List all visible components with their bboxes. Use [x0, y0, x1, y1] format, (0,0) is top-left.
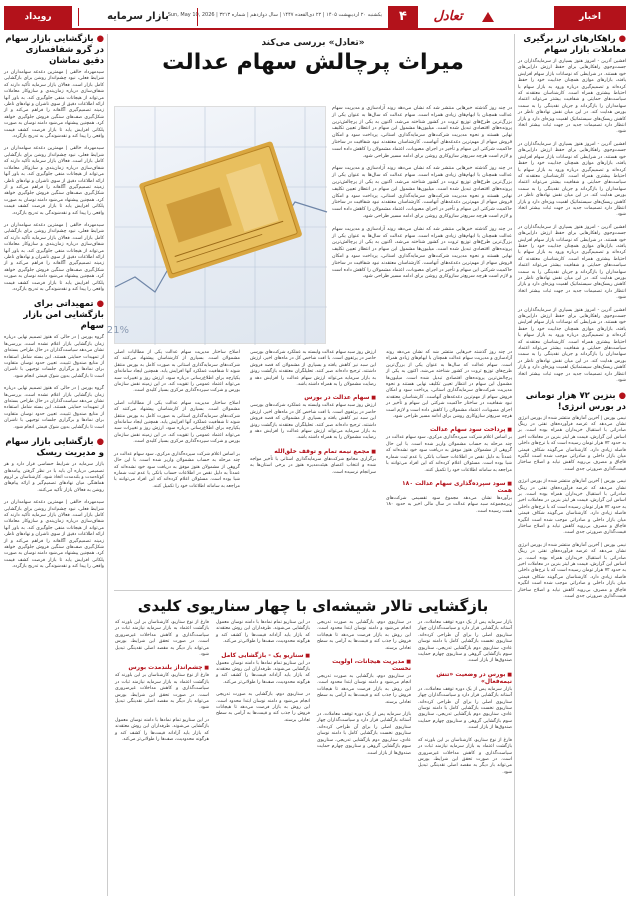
- sidebar-headline: ● بنزین ۷۲ هزار تومانی در بورس انرژی!: [525, 390, 626, 412]
- section-tab-event: رویداد: [4, 6, 72, 28]
- right-column: [514, 34, 626, 896]
- article-column: [317, 620, 411, 763]
- article-paragraph: بازار سرمایه پس از یک دوره توقف معاملات، در آستانه بازگشایی قرار دارد و سیاست‌گذاران چهار سناریوی اصلی را برای آن طراحی کرده‌اند. سناریوی نخست بازگشایی کامل با دامنه نوسان عادی، سناریوی دوم بازگشایی تدریجی، سناریوی سوم بازگشایی گروهی و سناریوی چهارم حمایت صندوق‌ها از بازار است.: [418, 620, 512, 664]
- article-paragraph: بازار سرمایه پس از یک دوره توقف معاملات، در آستانه بازگشایی قرار دارد و سیاست‌گذاران چهار سناریوی اصلی را برای آن طراحی کرده‌اند. سناریوی نخست بازگشایی کامل با دامنه نوسان عادی، سناریوی دوم بازگشایی تدریجی، سناریوی سوم بازگشایی گروهی و سناریوی چهارم حمایت صندوق‌ها از بازار است.: [317, 712, 411, 756]
- sidebar-article: گروه بورس | در حالی که هنوز تصمیم نهایی درباره زمان بازگشایی بازار اعلام نشده است، بررسی‌ها نشان می‌دهد سیاست‌گذاران در حال طراحی بسته‌ای از تمهیدات حمایتی هستند. این بسته شامل استفاده از منابع صندوق تثبیت، تعیین حدود نوسان متفاوت برای نمادها و برگزاری جلسات توجیهی با ناشران است تا بازگشایی بدون شوک قیمتی انجام شود.: [4, 335, 104, 379]
- article-column: [216, 620, 310, 730]
- article-paragraph: در چند روز گذشته خبرهایی منتشر شد که نشان می‌دهد روند آزادسازی و مدیریت سهام عدالت همچنان با ابهام‌های زیادی همراه است. سهام عدالت که سال‌ها به عنوان یکی از بزرگ‌ترین طرح‌های توزیع ثروت در کشور شناخته می‌شد، اکنون به یکی از پرچالش‌ترین پرونده‌های اقتصادی تبدیل شده است. میلیون‌ها مشمول این سهام در انتظار تعیین تکلیف نهایی هستند و نحوه مدیریت شرکت‌های سرمایه‌گذاری استانی، پرداخت سود و امکان فروش سهام از مهم‌ترین دغدغه‌های آنهاست. کارشناسان معتقدند نبود شفافیت در ساختار حاکمیت شرکتی این سهام و تأخیر در اجرای مصوبات، اعتماد مشمولان را کاهش داده است و لازم است هرچه سریع‌تر سازوکاری روشن برای ادامه مسیر طراحی شود.: [386, 350, 512, 420]
- sidebar-headline: ● تمهیداتی برای بازگشایی امن بازار سهام: [23, 299, 104, 332]
- lead-paragraph: در چند روز گذشته خبرهایی منتشر شد که نشان می‌دهد روند آزادسازی و مدیریت سهام عدالت همچنان با ابهام‌های زیادی همراه است. سهام عدالت که سال‌ها به عنوان یکی از بزرگ‌ترین طرح‌های توزیع ثروت در کشور شناخته می‌شد، اکنون به یکی از پرچالش‌ترین پرونده‌های اقتصادی تبدیل شده است. میلیون‌ها مشمول این سهام در انتظار تعیین تکلیف نهایی هستند و نحوه مدیریت شرکت‌های سرمایه‌گذاری استانی، پرداخت سود و امکان فروش سهام از مهم‌ترین دغدغه‌های آنهاست. کارشناسان معتقدند نبود شفافیت در ساختار حاکمیت شرکتی این سهام و تأخیر در اجرای مصوبات، اعتماد مشمولان را کاهش داده است و لازم است هرچه سریع‌تر سازوکاری روشن برای ادامه مسیر طراحی شود.: [332, 166, 512, 219]
- left-column: [4, 34, 108, 896]
- article-paragraph: فارغ از نوع سناریو، کارشناسان بر این باورند که بازگشت اعتماد به بازار سرمایه نیازمند ثبات در سیاست‌گذاری و کاهش مداخلات غیرضروری است. در صورت تحقق این شرایط، بورس می‌تواند بار دیگر به مقصد اصلی نقدینگی تبدیل شود.: [115, 673, 209, 711]
- sidebar-article: سیدمهرداد خالقی | مهمترین دغدغه سهامداران در شرایط فعلی، نبود چشم‌انداز روشن برای بازگشایی کامل بازار است. فعالان بازار سرمایه تأکید دارند که شفاف‌سازی درباره زمان‌بندی و سازوکار معاملات می‌تواند از هیجانات منفی جلوگیری کند. به باور آنها ارائه اطلاعات دقیق از سوی ناشران و نهادهای ناظر، زمینه تصمیم‌گیری آگاهانه را فراهم می‌کند و از شکل‌گیری صف‌های سنگین فروش جلوگیری خواهد کرد. همچنین پیشنهاد می‌شود دامنه نوسان به صورت پلکانی افزایش یابد تا بازار فرصت کشف قیمت واقعی را پیدا کند و نقدشوندگی به تدریج بازگردد.: [4, 222, 104, 292]
- article-paragraph: فارغ از نوع سناریو، کارشناسان بر این باورند که بازگشت اعتماد به بازار سرمایه نیازمند ثبات در سیاست‌گذاری و کاهش مداخلات غیرضروری است. در صورت تحقق این شرایط، بورس می‌تواند بار دیگر به مقصد اصلی نقدینگی تبدیل شود.: [418, 737, 512, 775]
- sidebar-article: افشین آذرین - امروز هنوز بسیاری از سرمایه‌گذاران در جست‌وجوی راهکارهایی برای حفظ ارزش دارایی‌های خود هستند. در شرایطی که نوسانات بازار سهام افزایش یافته، بازارهای موازی همچنان جذابیت خود را حفظ کرده‌اند و تصمیم‌گیری درباره ورود به بازار سهام با احتیاط بیشتری همراه است. کارشناسان معتقدند که سیاست‌های حمایتی و شفافیت بیشتر می‌تواند اعتماد سهامداران را بازگرداند و جریان نقدینگی را به سمت بورس هدایت کند. در این میان نقش نهادهای ناظر در کاهش ریسک‌های سیستماتیک اهمیت ویژه‌ای دارد و بازار انتظار دارد تصمیمات جدید در جهت ثبات بیشتر اتخاذ شود.: [518, 141, 626, 218]
- svg-text:21%: 21%: [106, 325, 129, 336]
- lead-article: [332, 106, 512, 287]
- subheading: ■ بورس در وضعیت «تنش نیمه‌فعال»: [418, 671, 512, 685]
- kicker: «تعادل» بررسی می‌کند: [261, 38, 365, 48]
- subheading: ■ سود سپرده‌گذاری سهام عدالت ۱۸۰ همت: [386, 480, 512, 494]
- subheading: ■ پرداخت سود سهام عدالت: [386, 426, 512, 433]
- subheading: ■ سهام عدالت در بورس: [250, 394, 376, 401]
- article-paragraph: بازار سرمایه پس از یک دوره توقف معاملات، در آستانه بازگشایی قرار دارد و سیاست‌گذاران چهار سناریوی اصلی را برای آن طراحی کرده‌اند. سناریوی نخست بازگشایی کامل با دامنه نوسان عادی، سناریوی دوم بازگشایی تدریجی، سناریوی سوم بازگشایی گروهی و سناریوی چهارم حمایت صندوق‌ها از بازار است.: [418, 686, 512, 731]
- article-paragraph: فارغ از نوع سناریو، کارشناسان بر این باورند که بازگشت اعتماد به بازار سرمایه نیازمند ثبات در سیاست‌گذاری و کاهش مداخلات غیرضروری است. در صورت تحقق این شرایط، بورس می‌تواند بار دیگر به مقصد اصلی نقدینگی تبدیل شود.: [115, 620, 209, 658]
- article-paragraph: اصلاح ساختار مدیریت سهام عدالت یکی از مطالبات اصلی مشمولان است. بسیاری از کارشناسان پیشنهاد می‌کنند که شرکت‌های سرمایه‌گذاری استانی به صورت کامل به بورس منتقل شوند تا شفافیت عملکرد آنها افزایش یابد. همچنین ایجاد سامانه‌ای یکپارچه برای اطلاع‌رسانی درباره سود، ارزش روز و تغییرات سبد می‌تواند اعتماد عمومی را تقویت کند. در این زمینه نقش سازمان بورس و شرکت سپرده‌گذاری مرکزی بسیار کلیدی است.: [114, 400, 240, 445]
- article-column: [386, 350, 512, 521]
- page-header: [4, 6, 626, 30]
- sidebar-article: افشین آذرین - امروز هنوز بسیاری از سرمایه‌گذاران در جست‌وجوی راهکارهایی برای حفظ ارزش دارایی‌های خود هستند. در شرایطی که نوسانات بازار سهام افزایش یافته، بازارهای موازی همچنان جذابیت خود را حفظ کرده‌اند و تصمیم‌گیری درباره ورود به بازار سهام با احتیاط بیشتری همراه است. کارشناسان معتقدند که سیاست‌های حمایتی و شفافیت بیشتر می‌تواند اعتماد سهامداران را بازگرداند و جریان نقدینگی را به سمت بورس هدایت کند. در این میان نقش نهادهای ناظر در کاهش ریسک‌های سیستماتیک اهمیت ویژه‌ای دارد و بازار انتظار دارد تصمیمات جدید در جهت ثبات بیشتر اتخاذ شود.: [518, 59, 626, 135]
- sidebar-article: افشین آذرین - امروز هنوز بسیاری از سرمایه‌گذاران در جست‌وجوی راهکارهایی برای حفظ ارزش دارایی‌های خود هستند. در شرایطی که نوسانات بازار سهام افزایش یافته، بازارهای موازی همچنان جذابیت خود را حفظ کرده‌اند و تصمیم‌گیری درباره ورود به بازار سهام با احتیاط بیشتری همراه است. کارشناسان معتقدند که سیاست‌های حمایتی و شفافیت بیشتر می‌تواند اعتماد سهامداران را بازگرداند و جریان نقدینگی را به سمت بورس هدایت کند. در این میان نقش نهادهای ناظر در کاهش ریسک‌های سیستماتیک اهمیت ویژه‌ای دارد و بازار انتظار دارد تصمیمات جدید در جهت ثبات بیشتر اتخاذ شود.: [518, 224, 626, 301]
- sidebar-article: افشین آذرین - امروز هنوز بسیاری از سرمایه‌گذاران در جست‌وجوی راهکارهایی برای حفظ ارزش دارایی‌های خود هستند. در شرایطی که نوسانات بازار سهام افزایش یافته، بازارهای موازی همچنان جذابیت خود را حفظ کرده‌اند و تصمیم‌گیری درباره ورود به بازار سهام با احتیاط بیشتری همراه است. کارشناسان معتقدند که سیاست‌های حمایتی و شفافیت بیشتر می‌تواند اعتماد سهامداران را بازگرداند و جریان نقدینگی را به سمت بورس هدایت کند. در این میان نقش نهادهای ناظر در کاهش ریسک‌های سیستماتیک اهمیت ویژه‌ای دارد و بازار انتظار دارد تصمیمات جدید در جهت ثبات بیشتر اتخاذ شود.: [518, 307, 626, 384]
- newspaper-logo: تعادل: [433, 9, 463, 24]
- article-paragraph: در این سناریو تمام نمادها با دامنه نوسان معمول بازگشایی می‌شوند. طرفداران این روش معتقدند که بازار باید آزادانه قیمت‌ها را کشف کند و هرگونه محدودیت، صف‌ها را طولانی‌تر می‌کند.: [216, 660, 310, 685]
- subheading: ■ مدیریت هیجانات، اولویت نخست: [317, 658, 411, 672]
- article-columns: [114, 350, 512, 590]
- article-paragraph: در سناریوی دوم، بازگشایی به صورت تدریجی انجام می‌شود و دامنه نوسان ابتدا محدود است. این روش به بازار فرصت می‌دهد تا هیجانات فروش را جذب کند و قیمت‌ها به آرامی به سطح تعادلی برسند.: [317, 674, 411, 705]
- sidebar-article: نیمی بورس | آخرین آمارهای منتشر شده از بورس انرژی نشان می‌دهد که عرضه فرآورده‌های نفتی در رینگ صادراتی با استقبال خریداران همراه بوده است. بر اساس این گزارش، قیمت هر لیتر بنزین در معاملات اخیر به حدود ۷۲ هزار تومان رسیده است که با نرخ‌های داخلی فاصله زیادی دارد. کارشناسان می‌گویند شکاف قیمتی میان بازار داخلی و صادراتی موجب شده است انگیزه قاچاق و مصرف بی‌رویه کاهش نیابد و اصلاح ساختار قیمت‌گذاری ضرورتی جدی است.: [518, 479, 626, 536]
- sidebar-headline: ● بازگشایی بازار سهام در گرو شفافسازی دقیق نماشان: [5, 34, 104, 66]
- center-column: [106, 34, 512, 896]
- main-headline: میراث پرچالش سهام عدالت: [162, 50, 464, 75]
- second-headline: بازگشایی تالار شیشه‌ای با چهار سناریوی کلیدی: [114, 590, 512, 615]
- second-article-columns: [114, 620, 512, 896]
- article-column: [418, 620, 512, 782]
- stock-chart-card-illustration: [106, 107, 327, 345]
- article-column: [114, 350, 240, 496]
- sidebar-article: سیدمهرداد خالقی | مهمترین دغدغه سهامداران در شرایط فعلی، نبود چشم‌انداز روشن برای بازگشایی کامل بازار است. فعالان بازار سرمایه تأکید دارند که شفاف‌سازی درباره زمان‌بندی و سازوکار معاملات می‌تواند از هیجانات منفی جلوگیری کند. به باور آنها ارائه اطلاعات دقیق از سوی ناشران و نهادهای ناظر، زمینه تصمیم‌گیری آگاهانه را فراهم می‌کند و از شکل‌گیری صف‌های سنگین فروش جلوگیری خواهد کرد. همچنین پیشنهاد می‌شود دامنه نوسان به صورت پلکانی افزایش یابد تا بازار فرصت کشف قیمت واقعی را پیدا کند و نقدشوندگی به تدریج بازگردد.: [4, 500, 104, 570]
- article-paragraph: برگزاری مجامع شرکت‌های سرمایه‌گذاری استانی با تأخیر مواجه شده و انتخاب اعضای هیئت‌مدیره هنوز در برخی استان‌ها به سرانجام نرسیده است.: [250, 456, 376, 475]
- section-tab-news: اخبار: [554, 6, 626, 28]
- article-column: [115, 620, 209, 750]
- article-paragraph: در این سناریو تمام نمادها با دامنه نوسان معمول بازگشایی می‌شوند. طرفداران این روش معتقدند که بازار باید آزادانه قیمت‌ها را کشف کند و هرگونه محدودیت، صف‌ها را طولانی‌تر می‌کند.: [216, 620, 310, 645]
- lead-paragraph: در چند روز گذشته خبرهایی منتشر شد که نشان می‌دهد روند آزادسازی و مدیریت سهام عدالت همچنان با ابهام‌های زیادی همراه است. سهام عدالت که سال‌ها به عنوان یکی از بزرگ‌ترین طرح‌های توزیع ثروت در کشور شناخته می‌شد، اکنون به یکی از پرچالش‌ترین پرونده‌های اقتصادی تبدیل شده است. میلیون‌ها مشمول این سهام در انتظار تعیین تکلیف نهایی هستند و نحوه مدیریت شرکت‌های سرمایه‌گذاری استانی، پرداخت سود و امکان فروش سهام از مهم‌ترین دغدغه‌های آنهاست. کارشناسان معتقدند نبود شفافیت در ساختار حاکمیت شرکتی این سهام و تأخیر در اجرای مصوبات، اعتماد مشمولان را کاهش داده است و لازم است هرچه سریع‌تر سازوکاری روشن برای ادامه مسیر طراحی شود.: [332, 226, 512, 280]
- article-paragraph: در سناریوی دوم، بازگشایی به صورت تدریجی انجام می‌شود و دامنه نوسان ابتدا محدود است. این روش به بازار فرصت می‌دهد تا هیجانات فروش را جذب کند و قیمت‌ها به آرامی به سطح تعادلی برسند.: [216, 692, 310, 723]
- article-paragraph: در سناریوی دوم، بازگشایی به صورت تدریجی انجام می‌شود و دامنه نوسان ابتدا محدود است. این روش به بازار فرصت می‌دهد تا هیجانات فروش را جذب کند و قیمت‌ها به آرامی به سطح تعادلی برسند.: [317, 620, 411, 651]
- sidebar-article: گروه بورس | در حالی که هنوز تصمیم نهایی درباره زمان بازگشایی بازار اعلام نشده است، بررسی‌ها نشان می‌دهد سیاست‌گذاران در حال طراحی بسته‌ای از تمهیدات حمایتی هستند. این بسته شامل استفاده از منابع صندوق تثبیت، تعیین حدود نوسان متفاوت برای نمادها و برگزاری جلسات توجیهی با ناشران است تا بازگشایی بدون شوک قیمتی انجام شود.: [4, 386, 104, 430]
- sidebar-article: نیمی بورس | آخرین آمارهای منتشر شده از بورس انرژی نشان می‌دهد که عرضه فرآورده‌های نفتی در رینگ صادراتی با استقبال خریداران همراه بوده است. بر اساس این گزارش، قیمت هر لیتر بنزین در معاملات اخیر به حدود ۷۲ هزار تومان رسیده است که با نرخ‌های داخلی فاصله زیادی دارد. کارشناسان می‌گویند شکاف قیمتی میان بازار داخلی و صادراتی موجب شده است انگیزه قاچاق و مصرف بی‌رویه کاهش نیابد و اصلاح ساختار قیمت‌گذاری ضرورتی جدی است.: [518, 415, 626, 472]
- article-paragraph: در این سناریو تمام نمادها با دامنه نوسان معمول بازگشایی می‌شوند. طرفداران این روش معتقدند که بازار باید آزادانه قیمت‌ها را کشف کند و هرگونه محدودیت، صف‌ها را طولانی‌تر می‌کند.: [115, 717, 209, 743]
- sidebar-headline: ● بازگشایی بازار سهام و مدیریت ریسک: [5, 437, 104, 459]
- article-column: [250, 350, 376, 482]
- page-number: ۴: [388, 6, 418, 28]
- section-title: بازار سرمایه: [78, 8, 198, 26]
- sidebar-article: سیدمهرداد خالقی | مهمترین دغدغه سهامداران در شرایط فعلی، نبود چشم‌انداز روشن برای بازگشایی کامل بازار است. فعالان بازار سرمایه تأکید دارند که شفاف‌سازی درباره زمان‌بندی و سازوکار معاملات می‌تواند از هیجانات منفی جلوگیری کند. به باور آنها ارائه اطلاعات دقیق از سوی ناشران و نهادهای ناظر، زمینه تصمیم‌گیری آگاهانه را فراهم می‌کند و از شکل‌گیری صف‌های سنگین فروش جلوگیری خواهد کرد. همچنین پیشنهاد می‌شود دامنه نوسان به صورت پلکانی افزایش یابد تا بازار فرصت کشف قیمت واقعی را پیدا کند و نقدشوندگی به تدریج بازگردد.: [4, 70, 104, 140]
- article-paragraph: بر اساس اعلام شرکت سپرده‌گذاری مرکزی، سود سهام عدالت در چند مرحله به حساب مشمولان واریز شده است. با این حال گروهی از مشمولان هنوز موفق به دریافت سود خود نشده‌اند که عمدتاً به دلیل نقص در اطلاعات حساب بانکی یا عدم ثبت شماره شبا بوده است. مسئولان اعلام کرده‌اند که این افراد می‌توانند با مراجعه به سامانه اطلاعات خود را تکمیل کنند.: [386, 435, 512, 473]
- article-paragraph: ارزش روز سبد سهام عدالت وابسته به عملکرد شرکت‌های بورسی حاضر در پرتفوی است. با افت شاخص کل در ماه‌های اخیر، ارزش این سبد نیز کاهش یافته و بسیاری از مشمولان که قصد فروش داشتند، ترجیح داده‌اند صبر کنند. تحلیلگران معتقدند بازگشت رونق به بازار سرمایه می‌تواند ارزش سهام عدالت را افزایش دهد و رضایت مشمولان را به همراه داشته باشد.: [250, 350, 376, 388]
- subheading: ■ مجمع نیمه تمام و توقف خلق‌الله: [250, 448, 376, 455]
- article-paragraph: برآوردها نشان می‌دهد مجموع سود تقسیمی شرکت‌های زیرمجموعه سبد سهام عدالت در سال مالی اخیر به حدود ۱۸۰ همت رسیده است.: [386, 495, 512, 514]
- sidebar-headline: ● راهکارهای ارز برگیری معاملات بازار سهام: [523, 34, 626, 55]
- lead-photo: [106, 106, 326, 344]
- sidebar-article: نیمی بورس | آخرین آمارهای منتشر شده از بورس انرژی نشان می‌دهد که عرضه فرآورده‌های نفتی در رینگ صادراتی با استقبال خریداران همراه بوده است. بر اساس این گزارش، قیمت هر لیتر بنزین در معاملات اخیر به حدود ۷۲ هزار تومان رسیده است که با نرخ‌های داخلی فاصله زیادی دارد. کارشناسان می‌گویند شکاف قیمتی میان بازار داخلی و صادراتی موجب شده است انگیزه قاچاق و مصرف بی‌رویه کاهش نیابد و اصلاح ساختار قیمت‌گذاری ضرورتی جدی است.: [518, 542, 626, 600]
- article-paragraph: ارزش روز سبد سهام عدالت وابسته به عملکرد شرکت‌های بورسی حاضر در پرتفوی است. با افت شاخص کل در ماه‌های اخیر، ارزش این سبد نیز کاهش یافته و بسیاری از مشمولان که قصد فروش داشتند، ترجیح داده‌اند صبر کنند. تحلیلگران معتقدند بازگشت رونق به بازار سرمایه می‌تواند ارزش سهام عدالت را افزایش دهد و رضایت مشمولان را به همراه داشته باشد.: [250, 403, 376, 441]
- sidebar-article: بازار سرمایه در شرایط حساسی قرار دارد و هر تصمیمی درباره آن باید با در نظر گرفتن پیامدهای کوتاه‌مدت و بلندمدت اتخاذ شود. کارشناسان بر لزوم هماهنگی میان نهادهای تصمیم‌گیر و ارائه پیام‌های روشن به فعالان بازار تأکید می‌کنند.: [4, 462, 104, 493]
- date-line: یکشنبه ۲۰ اردیبهشت ۱۴۰۵ | ۲۲ ذی‌القعده ۱۴۴۷ | سال دوازدهم | شماره ۳۲۱۳ | Sun, May 10, 2026: [167, 12, 382, 18]
- sidebar-article: سیدمهرداد خالقی | مهمترین دغدغه سهامداران در شرایط فعلی، نبود چشم‌انداز روشن برای بازگشایی کامل بازار است. فعالان بازار سرمایه تأکید دارند که شفاف‌سازی درباره زمان‌بندی و سازوکار معاملات می‌تواند از هیجانات منفی جلوگیری کند. به باور آنها ارائه اطلاعات دقیق از سوی ناشران و نهادهای ناظر، زمینه تصمیم‌گیری آگاهانه را فراهم می‌کند و از شکل‌گیری صف‌های سنگین فروش جلوگیری خواهد کرد. همچنین پیشنهاد می‌شود دامنه نوسان به صورت پلکانی افزایش یابد تا بازار فرصت کشف قیمت واقعی را پیدا کند و نقدشوندگی به تدریج بازگردد.: [4, 146, 104, 216]
- lead-paragraph: در چند روز گذشته خبرهایی منتشر شد که نشان می‌دهد روند آزادسازی و مدیریت سهام عدالت همچنان با ابهام‌های زیادی همراه است. سهام عدالت که سال‌ها به عنوان یکی از بزرگ‌ترین طرح‌های توزیع ثروت در کشور شناخته می‌شد، اکنون به یکی از پرچالش‌ترین پرونده‌های اقتصادی تبدیل شده است. میلیون‌ها مشمول این سهام در انتظار تعیین تکلیف نهایی هستند و نحوه مدیریت شرکت‌های سرمایه‌گذاری استانی، پرداخت سود و امکان فروش سهام از مهم‌ترین دغدغه‌های آنهاست. کارشناسان معتقدند نبود شفافیت در ساختار حاکمیت شرکتی این سهام و تأخیر در اجرای مصوبات، اعتماد مشمولان را کاهش داده است و لازم است هرچه سریع‌تر سازوکاری روشن برای ادامه مسیر طراحی شود.: [332, 106, 512, 159]
- subheading: ■ چشم‌انداز بلندمدت بورس: [115, 664, 209, 671]
- article-paragraph: بر اساس اعلام شرکت سپرده‌گذاری مرکزی، سود سهام عدالت در چند مرحله به حساب مشمولان واریز شده است. با این حال گروهی از مشمولان هنوز موفق به دریافت سود خود نشده‌اند که عمدتاً به دلیل نقص در اطلاعات حساب بانکی یا عدم ثبت شماره شبا بوده است. مسئولان اعلام کرده‌اند که این افراد می‌توانند با مراجعه به سامانه اطلاعات خود را تکمیل کنند.: [114, 451, 240, 489]
- logo-triangle-icon: [482, 12, 494, 22]
- article-paragraph: اصلاح ساختار مدیریت سهام عدالت یکی از مطالبات اصلی مشمولان است. بسیاری از کارشناسان پیشنهاد می‌کنند که شرکت‌های سرمایه‌گذاری استانی به صورت کامل به بورس منتقل شوند تا شفافیت عملکرد آنها افزایش یابد. همچنین ایجاد سامانه‌ای یکپارچه برای اطلاع‌رسانی درباره سود، ارزش روز و تغییرات سبد می‌تواند اعتماد عمومی را تقویت کند. در این زمینه نقش سازمان بورس و شرکت سپرده‌گذاری مرکزی بسیار کلیدی است.: [114, 350, 240, 394]
- subheading: ■ سناریو یک - بازگشایی کامل: [216, 652, 310, 659]
